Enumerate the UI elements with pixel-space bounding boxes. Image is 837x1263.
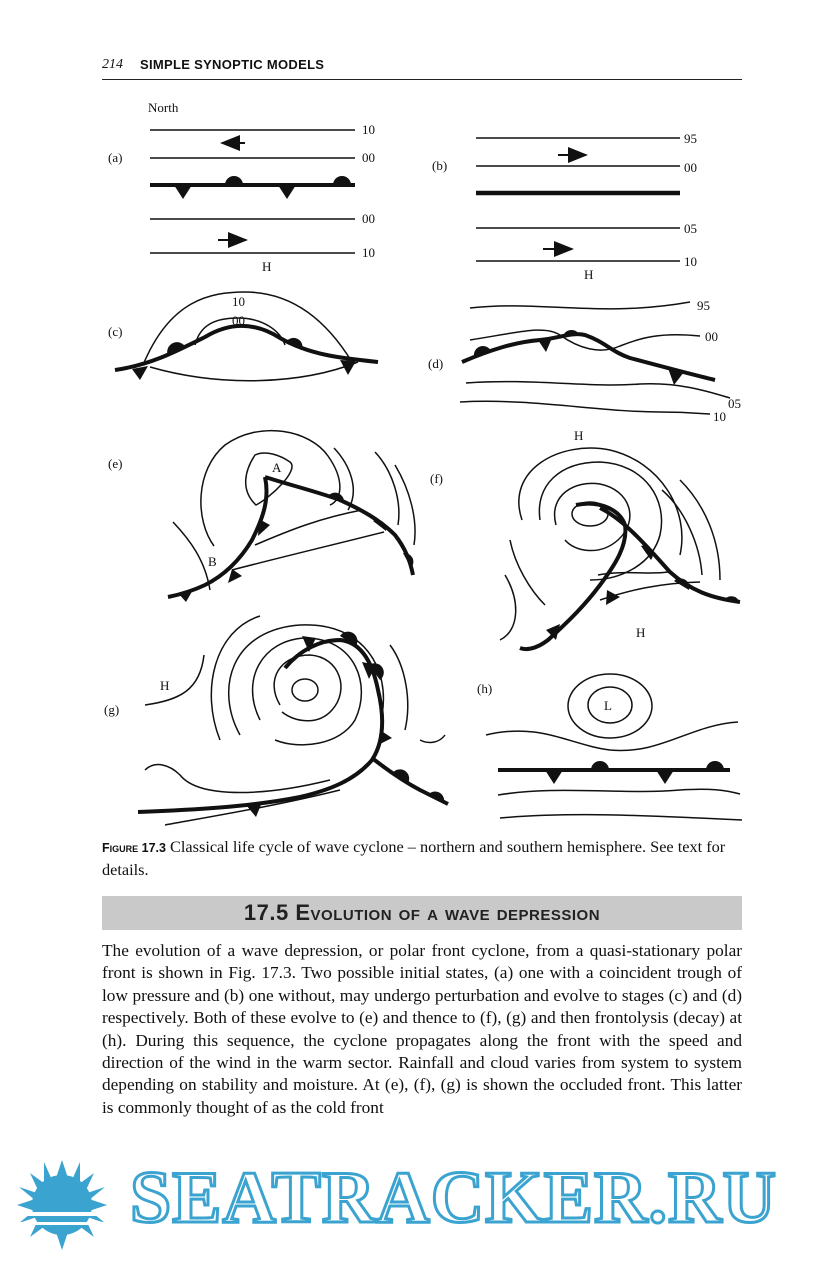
- isobar-b-1: 95: [684, 131, 697, 146]
- section-title: 17.5 Evolution of a wave depression: [243, 900, 601, 925]
- caption-label: Figure 17.3: [102, 841, 166, 855]
- isobar-b-4: 10: [684, 254, 697, 269]
- isobar-a-4: 10: [362, 245, 375, 260]
- high-label-g: H: [160, 678, 170, 693]
- panel-c: [108, 292, 378, 381]
- point-b-label: B: [208, 554, 217, 569]
- panel-d: [428, 298, 741, 443]
- panel-g: [104, 616, 448, 825]
- panel-label-h: (h): [477, 681, 493, 696]
- high-label-d: H: [574, 428, 584, 443]
- isobar-d-4: 10: [713, 409, 726, 424]
- page-header: [102, 55, 742, 80]
- watermark-text: SEATRACKER.RU: [130, 1157, 777, 1239]
- point-a-label: A: [272, 460, 282, 475]
- panel-label-f: (f): [430, 471, 443, 486]
- high-label-a: H: [262, 259, 272, 274]
- panel-label-c: (c): [108, 324, 123, 339]
- panel-label-b: (b): [432, 158, 448, 173]
- panel-label-g: (g): [104, 702, 120, 717]
- panel-b: [432, 131, 697, 282]
- isobar-d-1: 95: [697, 298, 710, 313]
- page-number: 214: [102, 57, 123, 72]
- isobar-c-1: 10: [232, 294, 245, 309]
- isobar-c-2: 00: [232, 313, 245, 328]
- panel-a: [108, 100, 375, 274]
- panel-f: [430, 448, 740, 649]
- body-paragraph: The evolution of a wave depression, or polar front cyclone, from a quasi-stationary polar front is shown in Fig. 17.3. Two possible initial states, (a) one with a coincident trough of low pressure and (b) one without, may undergo perturbation and evolve to stages (c) and (d) respectively. Both of these evolve to (e) and thence to (f), (g) and then frontolysis (decay) at (h). During this sequence, the cyclone propagates along the front with the speed and direction of the wind in the warm sector. Rainfall and cloud varies from system to system depending on stability and moisture. At (e), (f), (g) is shown the occluded front. This latter is commonly thought of as the cold front: [102, 941, 742, 1117]
- figure-caption: [102, 836, 742, 880]
- panel-e: [108, 431, 415, 602]
- panel-label-a: (a): [108, 150, 123, 165]
- figure-17-3: [0, 90, 837, 830]
- low-label-h: L: [604, 698, 612, 713]
- running-head: SIMPLE SYNOPTIC MODELS: [140, 57, 325, 72]
- isobar-a-3: 00: [362, 211, 375, 226]
- isobar-b-3: 05: [684, 221, 697, 236]
- isobar-d-3: 05: [728, 396, 741, 411]
- section-heading-band: [102, 896, 742, 930]
- caption-text: Classical life cycle of wave cyclone – northern and southern hemisphere. See text for details.: [102, 837, 726, 879]
- panel-h: [477, 674, 742, 820]
- isobar-b-2: 00: [684, 160, 697, 175]
- isobar-d-2: 00: [705, 329, 718, 344]
- high-label-b: H: [584, 267, 594, 282]
- isobar-a-1: 10: [362, 122, 375, 137]
- panel-label-d: (d): [428, 356, 444, 371]
- isobar-a-2: 00: [362, 150, 375, 165]
- north-label: North: [148, 100, 179, 115]
- panel-label-e: (e): [108, 456, 123, 471]
- high-label-f: H: [636, 625, 646, 640]
